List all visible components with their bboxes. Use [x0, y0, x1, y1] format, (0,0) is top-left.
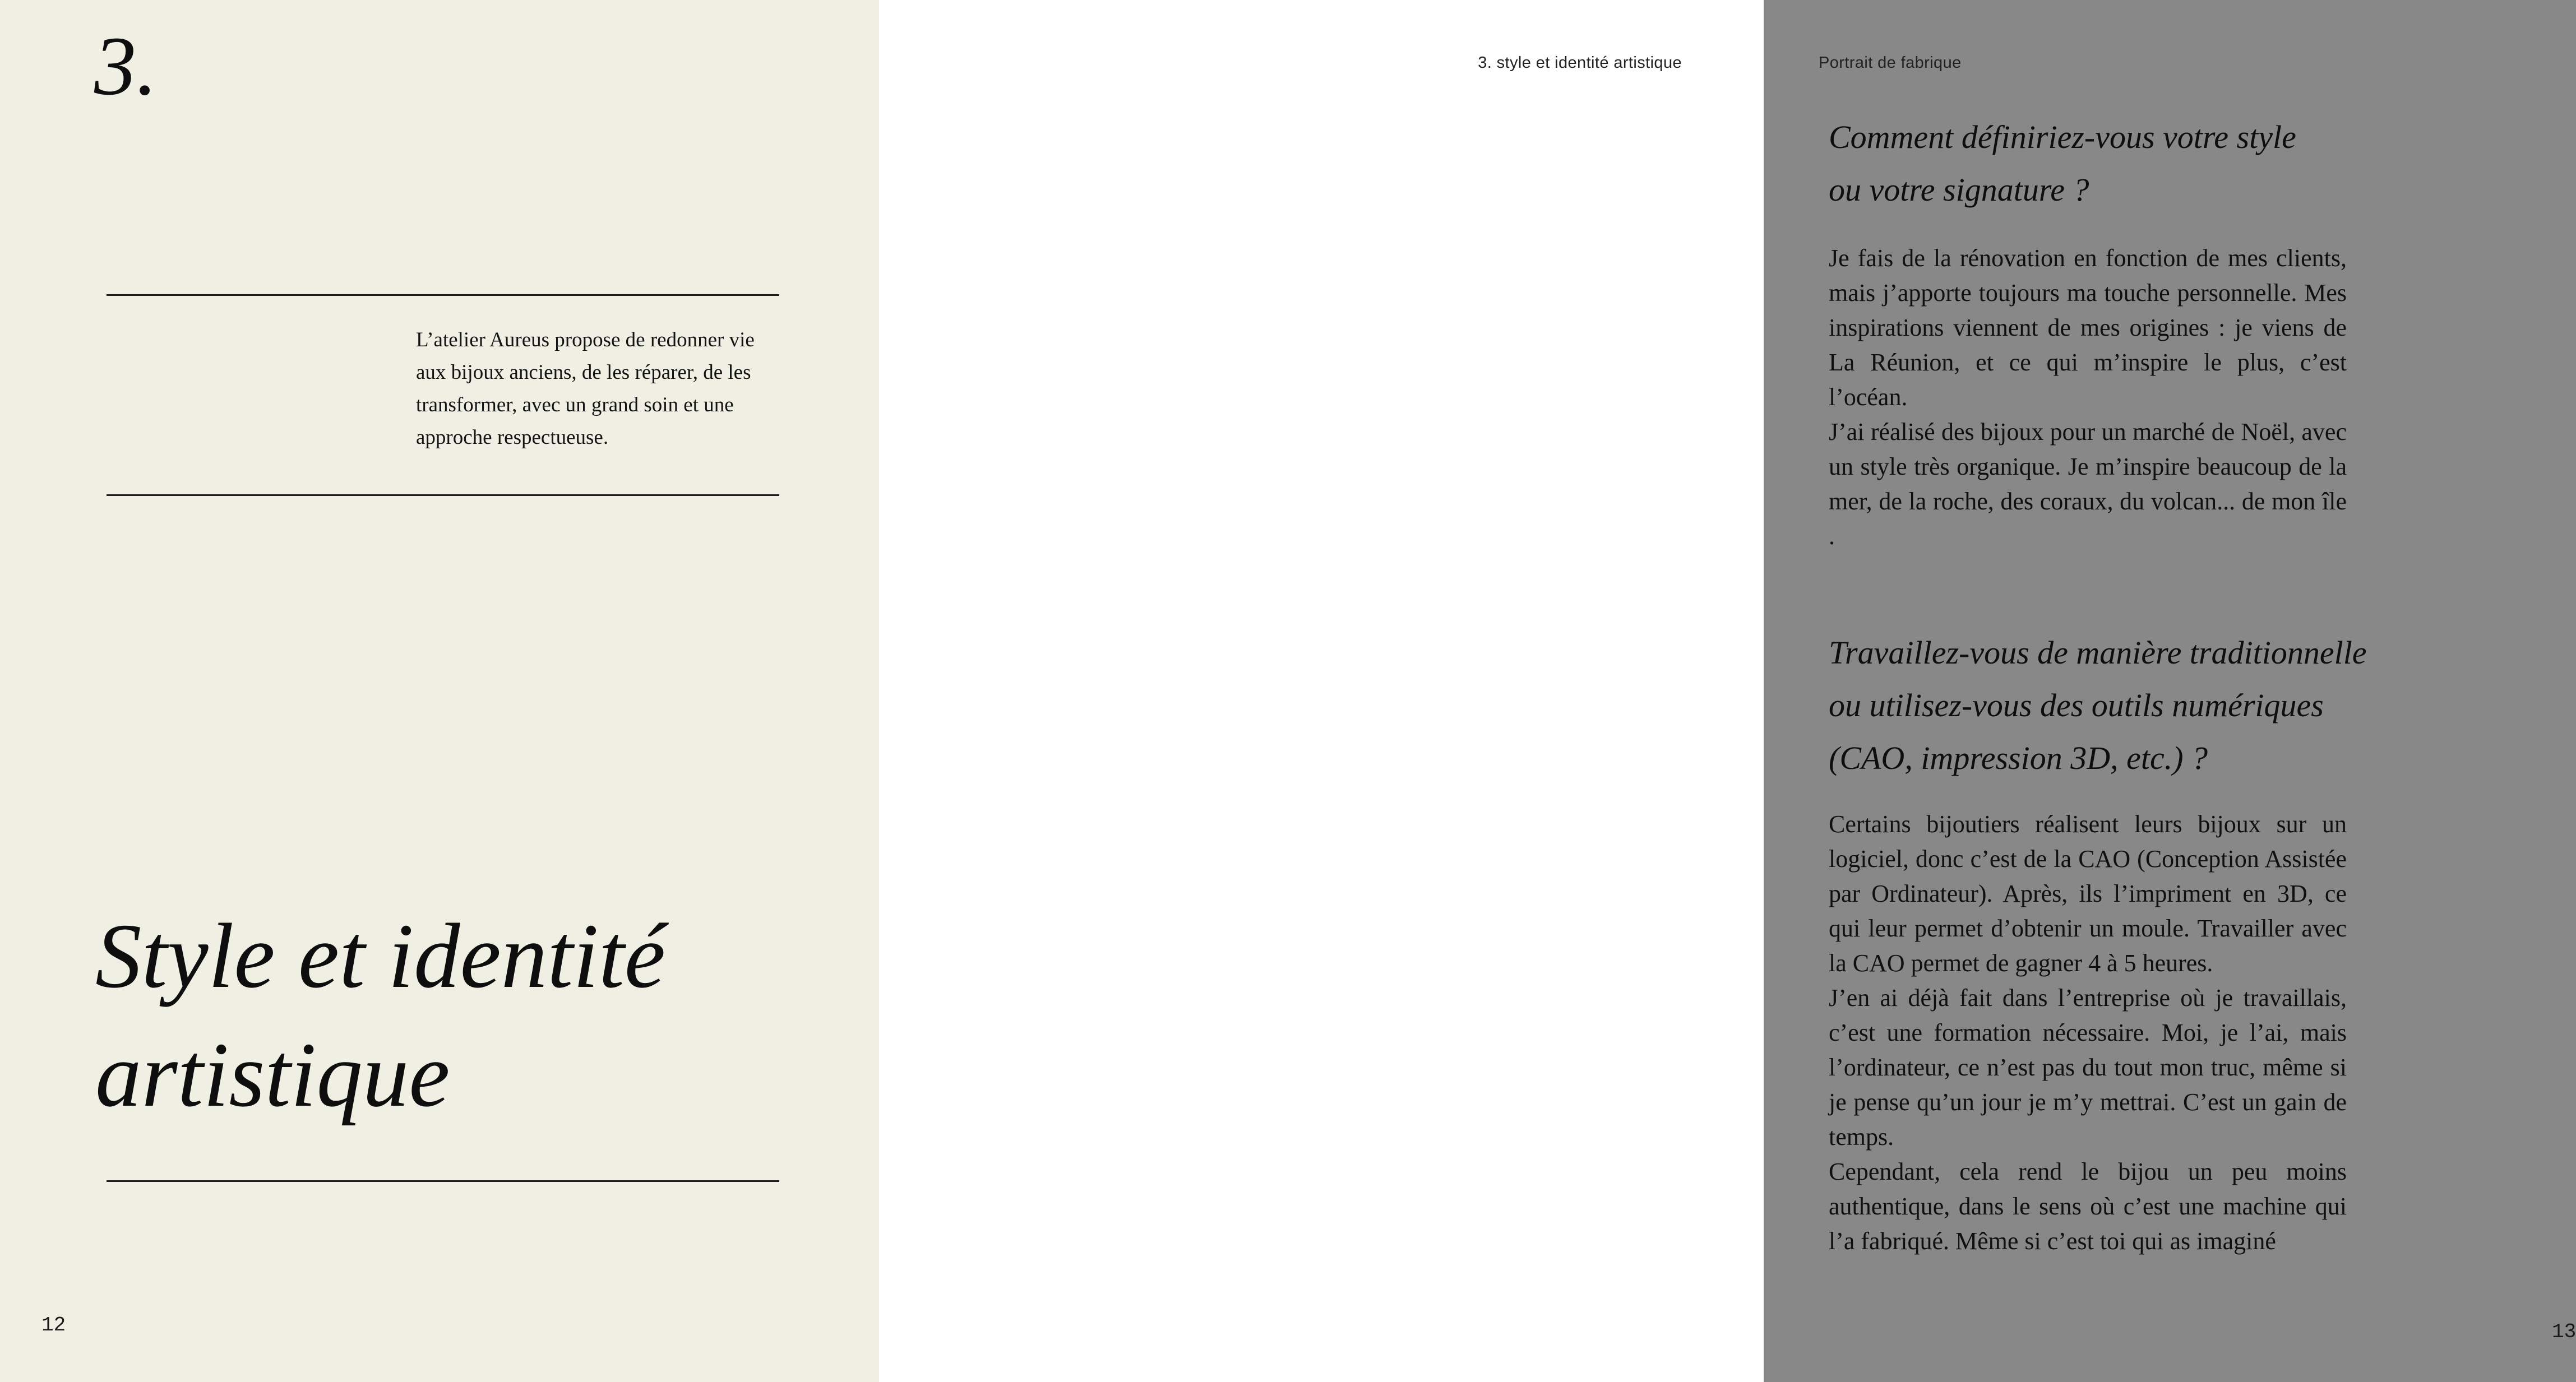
- title-rule: [107, 1180, 779, 1182]
- question-2-line: ou utilisez-vous des outils numériques: [1829, 687, 2324, 724]
- question-1-line: ou votre signature ?: [1829, 171, 2089, 208]
- answer-1-paragraph: Je fais de la rénovation en fonction de mes clients, mais j’apporte toujours ma touche personnelle. Mes inspirations viennent de mes origines : je viens de La Réunion, et ce qui m’inspire le plus, c’est l’océan.: [1829, 244, 2347, 411]
- answer-2-paragraph: J’en ai déjà fait dans l’entreprise où je travaillais, c’est une formation nécessaire. Moi, je l’ai, mais l’ordinateur, ce n’est pas du tout mon truc, même si je pense qu’un jour je m’y mettrai. C’est un gain de temps.: [1829, 984, 2347, 1151]
- chapter-title-line: artistique: [95, 1023, 450, 1126]
- question-1-line: Comment définiriez-vous votre style: [1829, 119, 2296, 155]
- running-header-left: Portrait de fabrique: [1819, 54, 1962, 72]
- question-2: [1829, 627, 2367, 785]
- running-header-right: 3. style et identité artistique: [1478, 54, 1682, 72]
- question-1: [1829, 111, 2296, 216]
- answer-2: [1829, 807, 2347, 1259]
- pull-quote: [416, 324, 755, 454]
- answer-2-paragraph: Cependant, cela rend le bijou un peu moins authentique, dans le sens où c’est une machine qui l’a fabriqué. Même si c’est toi qui as imaginé: [1829, 1158, 2347, 1255]
- pull-quote-line: aux bijoux anciens, de les réparer, de les: [416, 361, 751, 384]
- pull-quote-line: transformer, avec un grand soin et une: [416, 393, 734, 416]
- answer-1-paragraph: J’ai réalisé des bijoux pour un marché de Noël, avec un style très organique. Je m’inspire beaucoup de la mer, de la roche, des coraux, du volcan... de mon île .: [1829, 418, 2347, 550]
- answer-2-paragraph: Certains bijoutiers réalisent leurs bijoux sur un logiciel, donc c’est de la CAO (Conception Assistée par Ordinateur). Après, ils l’impriment en 3D, ce qui leur permet d’obtenir un moule. Travailler avec la CAO permet de gagner 4 à 5 heures.: [1829, 810, 2347, 977]
- left-page: [0, 0, 879, 1382]
- quote-rule-bottom: [107, 494, 779, 496]
- pull-quote-line: approche respectueuse.: [416, 426, 609, 449]
- answer-1: [1829, 241, 2347, 554]
- right-page: [879, 0, 2576, 1382]
- page-number-right: 13: [2552, 1320, 2576, 1343]
- question-2-line: (CAO, impression 3D, etc.) ?: [1829, 740, 2208, 776]
- chapter-number: 3.: [94, 20, 158, 113]
- chapter-title: [95, 897, 665, 1134]
- chapter-title-line: Style et identité: [95, 905, 666, 1007]
- page-number-left: 12: [41, 1314, 66, 1337]
- pull-quote-line: L’atelier Aureus propose de redonner vie: [416, 328, 755, 351]
- quote-rule-top: [107, 294, 779, 296]
- question-2-line: Travaillez-vous de manière traditionnelle: [1829, 634, 2367, 671]
